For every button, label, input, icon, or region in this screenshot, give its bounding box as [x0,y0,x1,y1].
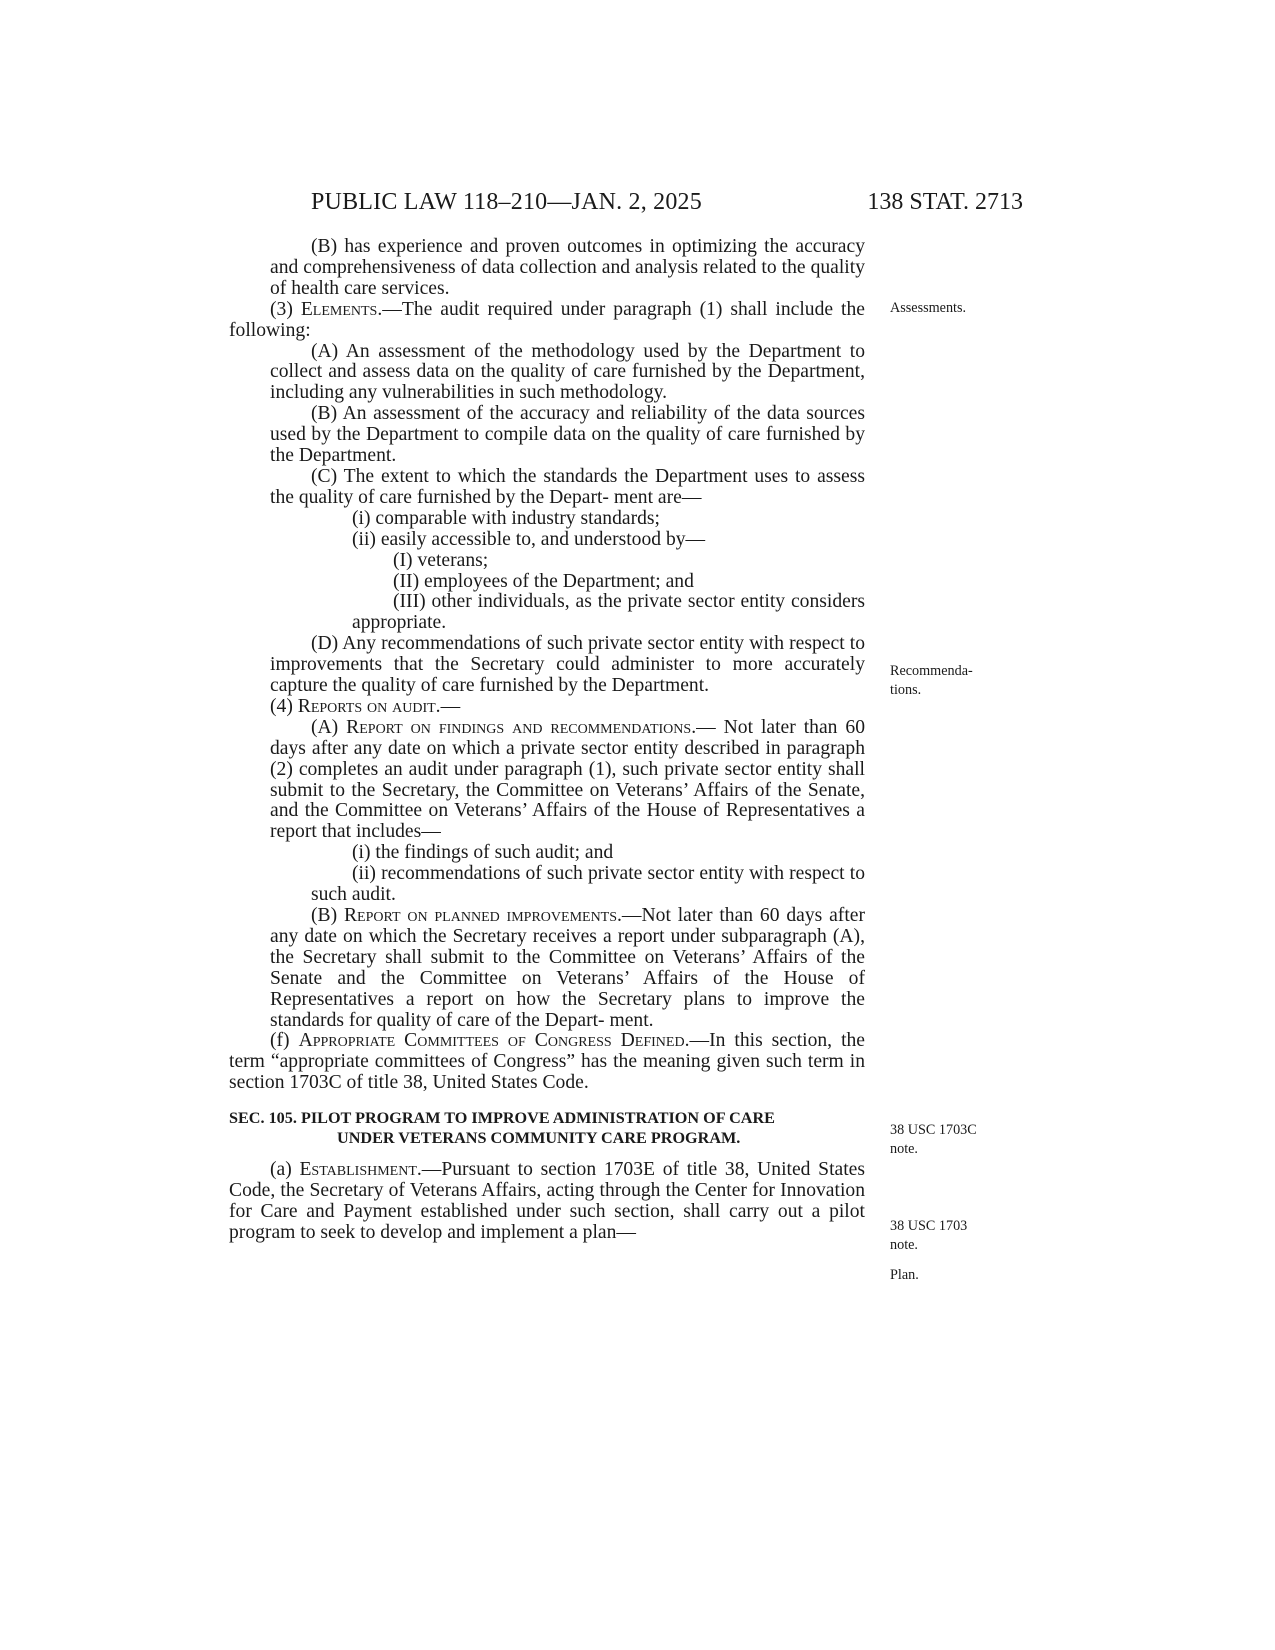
paragraph-3b: (B) An assessment of the accuracy and reliability of the data sources used by the Department to compile data on the quality of care furnished by the Department. [270,403,865,467]
heading-committees-defined: Appropriate Committees of Congress Defined [298,1030,685,1052]
margin-note-usc-1703c: 38 USC 1703C note. [890,1122,977,1157]
paragraph-3c: (C) The extent to which the standards the Department uses to assess the quality of care furnished by the Depart- ment are— [270,465,865,508]
paragraph-3d: (D) Any recommendations of such private sector entity with respect to improvements that the Secretary could administer to more accurately capture the quality of care furnished by the Department. [270,633,865,697]
paragraph-b-experience: (B) has experience and proven outcomes in optimizing the accuracy and comprehensiveness of data collection and analysis related to the quality of health care services. [270,236,865,299]
clause-4a-ii: (ii) recommendations of such private sector entity with respect to such audit. [311,863,865,906]
margin-note-recommendations: Recommenda- tions. [890,663,973,698]
paragraph-4b: (B) Report on planned improvements.—Not later than 60 days after any date on which the Secretary receives a report under subparagraph (A), the Secretary shall submit to the Committee on Veterans’ Affairs of the Senate and the Committee on Veterans’ Affairs of the House of Representatives a report on how the Secretary plans to improve the standards for quality of care of the Depart- ment. [270,905,865,1031]
clause-4a-i: (i) the findings of such audit; and [352,842,614,864]
statute-page-number: 138 STAT. 2713 [867,189,1023,215]
page-header [0,185,1275,221]
running-head-title: PUBLIC LAW 118–210—JAN. 2, 2025 [311,189,702,215]
heading-elements: Elements [300,298,378,320]
heading-planned-improvements: Report on planned improvements [343,905,618,926]
subclause-3c-ii-II: (II) employees of the Department; and [393,570,694,592]
margin-note-assessments: Assessments. [890,300,967,316]
subclause-3c-ii-I: (I) veterans; [393,549,489,571]
subsection-a-establishment: (a) Establishment.—Pursuant to section 1703E of title 38, United States Code, the Secretary of Veterans Affairs, acting through the Center for Innovation for Care and Payment established under such section, shall carry out a pilot program to seek to develop and implement a plan— [229,1159,865,1243]
heading-report-findings: Report on findings and recommendations [346,716,692,738]
paragraph-3-elements: (3) Elements.—The audit required under paragraph (1) shall include the following: [229,298,865,341]
paragraph-4-reports: (4) Reports on audit.— [270,695,461,717]
margin-note-plan: Plan. [890,1267,919,1283]
section-heading-line-2: UNDER VETERANS COMMUNITY CARE PROGRAM. [337,1129,741,1148]
paragraph-3a: (A) An assessment of the methodology used by the Department to collect and assess data on the quality of care furnished by the Department, including any vulnerabilities in such methodology. [270,340,865,404]
section-105-heading [229,1108,865,1148]
clause-3c-ii: (ii) easily accessible to, and understood by— [352,528,706,550]
heading-reports-on-audit: Reports on audit [297,695,436,717]
heading-establishment: Establishment [299,1159,417,1181]
subsection-f-definition: (f) Appropriate Committees of Congress Defined.—In this section, the term “appropriate committees of Congress” has the meaning given such term in section 1703C of title 38, United States Code. [229,1030,866,1094]
section-heading-line-1: SEC. 105. PILOT PROGRAM TO IMPROVE ADMINISTRATION OF CARE [229,1109,775,1128]
paragraph-4a: (A) Report on findings and recommendations.— Not later than 60 days after any date on which a private sector entity described in paragraph (2) completes an audit under paragraph (1), such private sector entity shall submit to the Secretary, the Committee on Veterans’ Affairs of the Senate, and the Committee on Veterans’ Affairs of the House of Representatives a report that includes— [270,716,865,843]
body-text [229,237,865,1244]
margin-note-usc-1703: 38 USC 1703 note. [890,1218,968,1253]
clause-3c-i: (i) comparable with industry standards; [352,507,660,529]
subclause-3c-ii-III: (III) other individuals, as the private sector entity considers appropriate. [352,591,865,634]
